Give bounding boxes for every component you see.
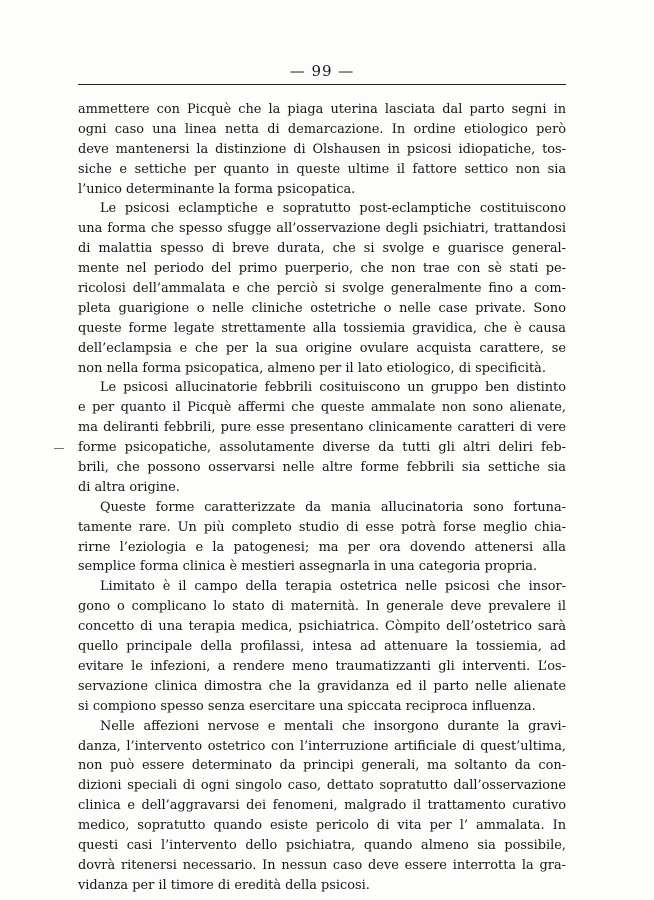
page-number: — 99 — xyxy=(289,62,355,80)
text-line: dell’eclampsia e che per la sua origine ovulare acquista carattere, se xyxy=(78,340,566,356)
text-line: forme psicopatiche, assolutamente diverse da tutti gli altri deliri feb- xyxy=(78,440,566,456)
paragraph-4 xyxy=(78,498,566,578)
text-line: pleta guarigione o nelle cliniche ostetriche o nelle case private. Sono xyxy=(78,300,566,316)
paragraph-2 xyxy=(78,199,566,378)
text-line: l’unico determinante la forma psicopatica. xyxy=(78,181,356,197)
text-line: dizioni speciali di ogni singolo caso, dettato sopratutto dall’osservazione xyxy=(78,778,566,794)
paragraph-5 xyxy=(78,577,566,716)
text-line: Le psicosi eclamptiche e sopratutto post-eclamptiche costituiscono xyxy=(100,201,566,217)
text-line: brili, che possono osservarsi nelle altre forme febbrili sia settiche sia xyxy=(78,460,566,476)
paragraph-3 xyxy=(78,378,566,497)
text-line: Queste forme caratterizzate da mania allucinatoria sono fortuna- xyxy=(100,499,566,515)
text-line: una forma che spesso sfugge all’osservazione degli psichiatri, trattandosi xyxy=(78,221,566,237)
text-line: si compiono spesso senza esercitare una spiccata reciproca influenza. xyxy=(78,698,536,714)
text-line: queste forme legate strettamente alla tossiemia gravidica, che è causa xyxy=(78,320,566,336)
text-line: servazione clinica dimostra che la gravidanza ed il parto nelle alienate xyxy=(78,678,566,694)
text-line: vidanza per il timore di eredità della psicosi. xyxy=(78,877,370,893)
text-line: concetto di una terapia medica, psichiatrica. Còmpito dell’ostetrico sarà xyxy=(78,619,566,635)
text-line: non nella forma psicopatica, almeno per il lato etiologico, di specificità. xyxy=(78,360,546,376)
text-line: dovrà ritenersi necessario. In nessun caso deve essere interrotta la gra- xyxy=(78,857,566,873)
paragraph-6 xyxy=(78,717,566,896)
text-line: Nelle affezioni nervose e mentali che insorgono durante la gravi- xyxy=(100,718,566,734)
text-line: ogni caso una linea netta di demarcazione. In ordine etiologico però xyxy=(78,121,566,137)
margin-mark xyxy=(54,448,64,449)
text-line: di malattia spesso di breve durata, che si svolge e guarisce general- xyxy=(78,241,566,257)
text-line: ammettere con Picquè che la piaga uterina lasciata dal parto segni in xyxy=(78,102,566,117)
text-line: medico, sopratutto quando esiste pericolo di vita per l’ ammalata. In xyxy=(78,818,566,834)
text-line: e per quanto il Picquè affermi che queste ammalate non sono alienate, xyxy=(78,400,566,416)
text-line: di altra origine. xyxy=(78,479,180,495)
text-line: danza, l’intervento ostetrico con l’interruzione artificiale di quest’ultima, xyxy=(78,738,566,754)
text-line: tamente rare. Un più completo studio di esse potrà forse meglio chia- xyxy=(78,519,566,535)
paragraph-1 xyxy=(78,100,566,199)
text-line: Limitato è il campo della terapia ostetrica nelle psicosi che insor- xyxy=(100,579,566,595)
text-line: siche e settiche per quanto in queste ultime il fattore settico non sia xyxy=(78,161,566,177)
text-line: rirne l’eziologia e la patogenesi; ma per ora dovendo attenersi alla xyxy=(78,539,566,555)
text-line: ma deliranti febbrili, pure esse presentano clinicamente caratteri di vere xyxy=(78,420,566,436)
text-line: deve mantenersi la distinzione di Olshausen in psicosi idiopatiche, tos- xyxy=(78,141,566,157)
text-line: clinica e dell’aggravarsi dei fenomeni, malgrado il trattamento curativo xyxy=(78,798,566,814)
text-line: quello principale della profilassi, intesa ad attenuare la tossiemia, ad xyxy=(78,639,566,655)
text-line: mente nel periodo del primo puerperio, che non trae con sè stati pe- xyxy=(78,261,566,277)
text-line: Le psicosi allucinatorie febbrili cosituiscono un gruppo ben distinto xyxy=(100,380,566,396)
text-line: ricolosi dell’ammalata e che perciò si svolge generalmente fino a com- xyxy=(78,281,566,297)
body-text xyxy=(78,100,566,896)
header-rule xyxy=(78,84,566,85)
text-line: semplice forma clinica è mestieri assegnarla in una categoria propria. xyxy=(78,559,538,575)
text-line: non può essere determinato da principi generali, ma soltanto da con- xyxy=(78,758,566,774)
text-line: questi casi l’intervento dello psichiatra, quando almeno sia possibile, xyxy=(78,837,566,853)
text-line: evitare le infezioni, a rendere meno traumatizzanti gli interventi. L’os- xyxy=(78,658,566,674)
text-line: gono o complicano lo stato di maternità. In generale deve prevalere il xyxy=(78,599,566,615)
